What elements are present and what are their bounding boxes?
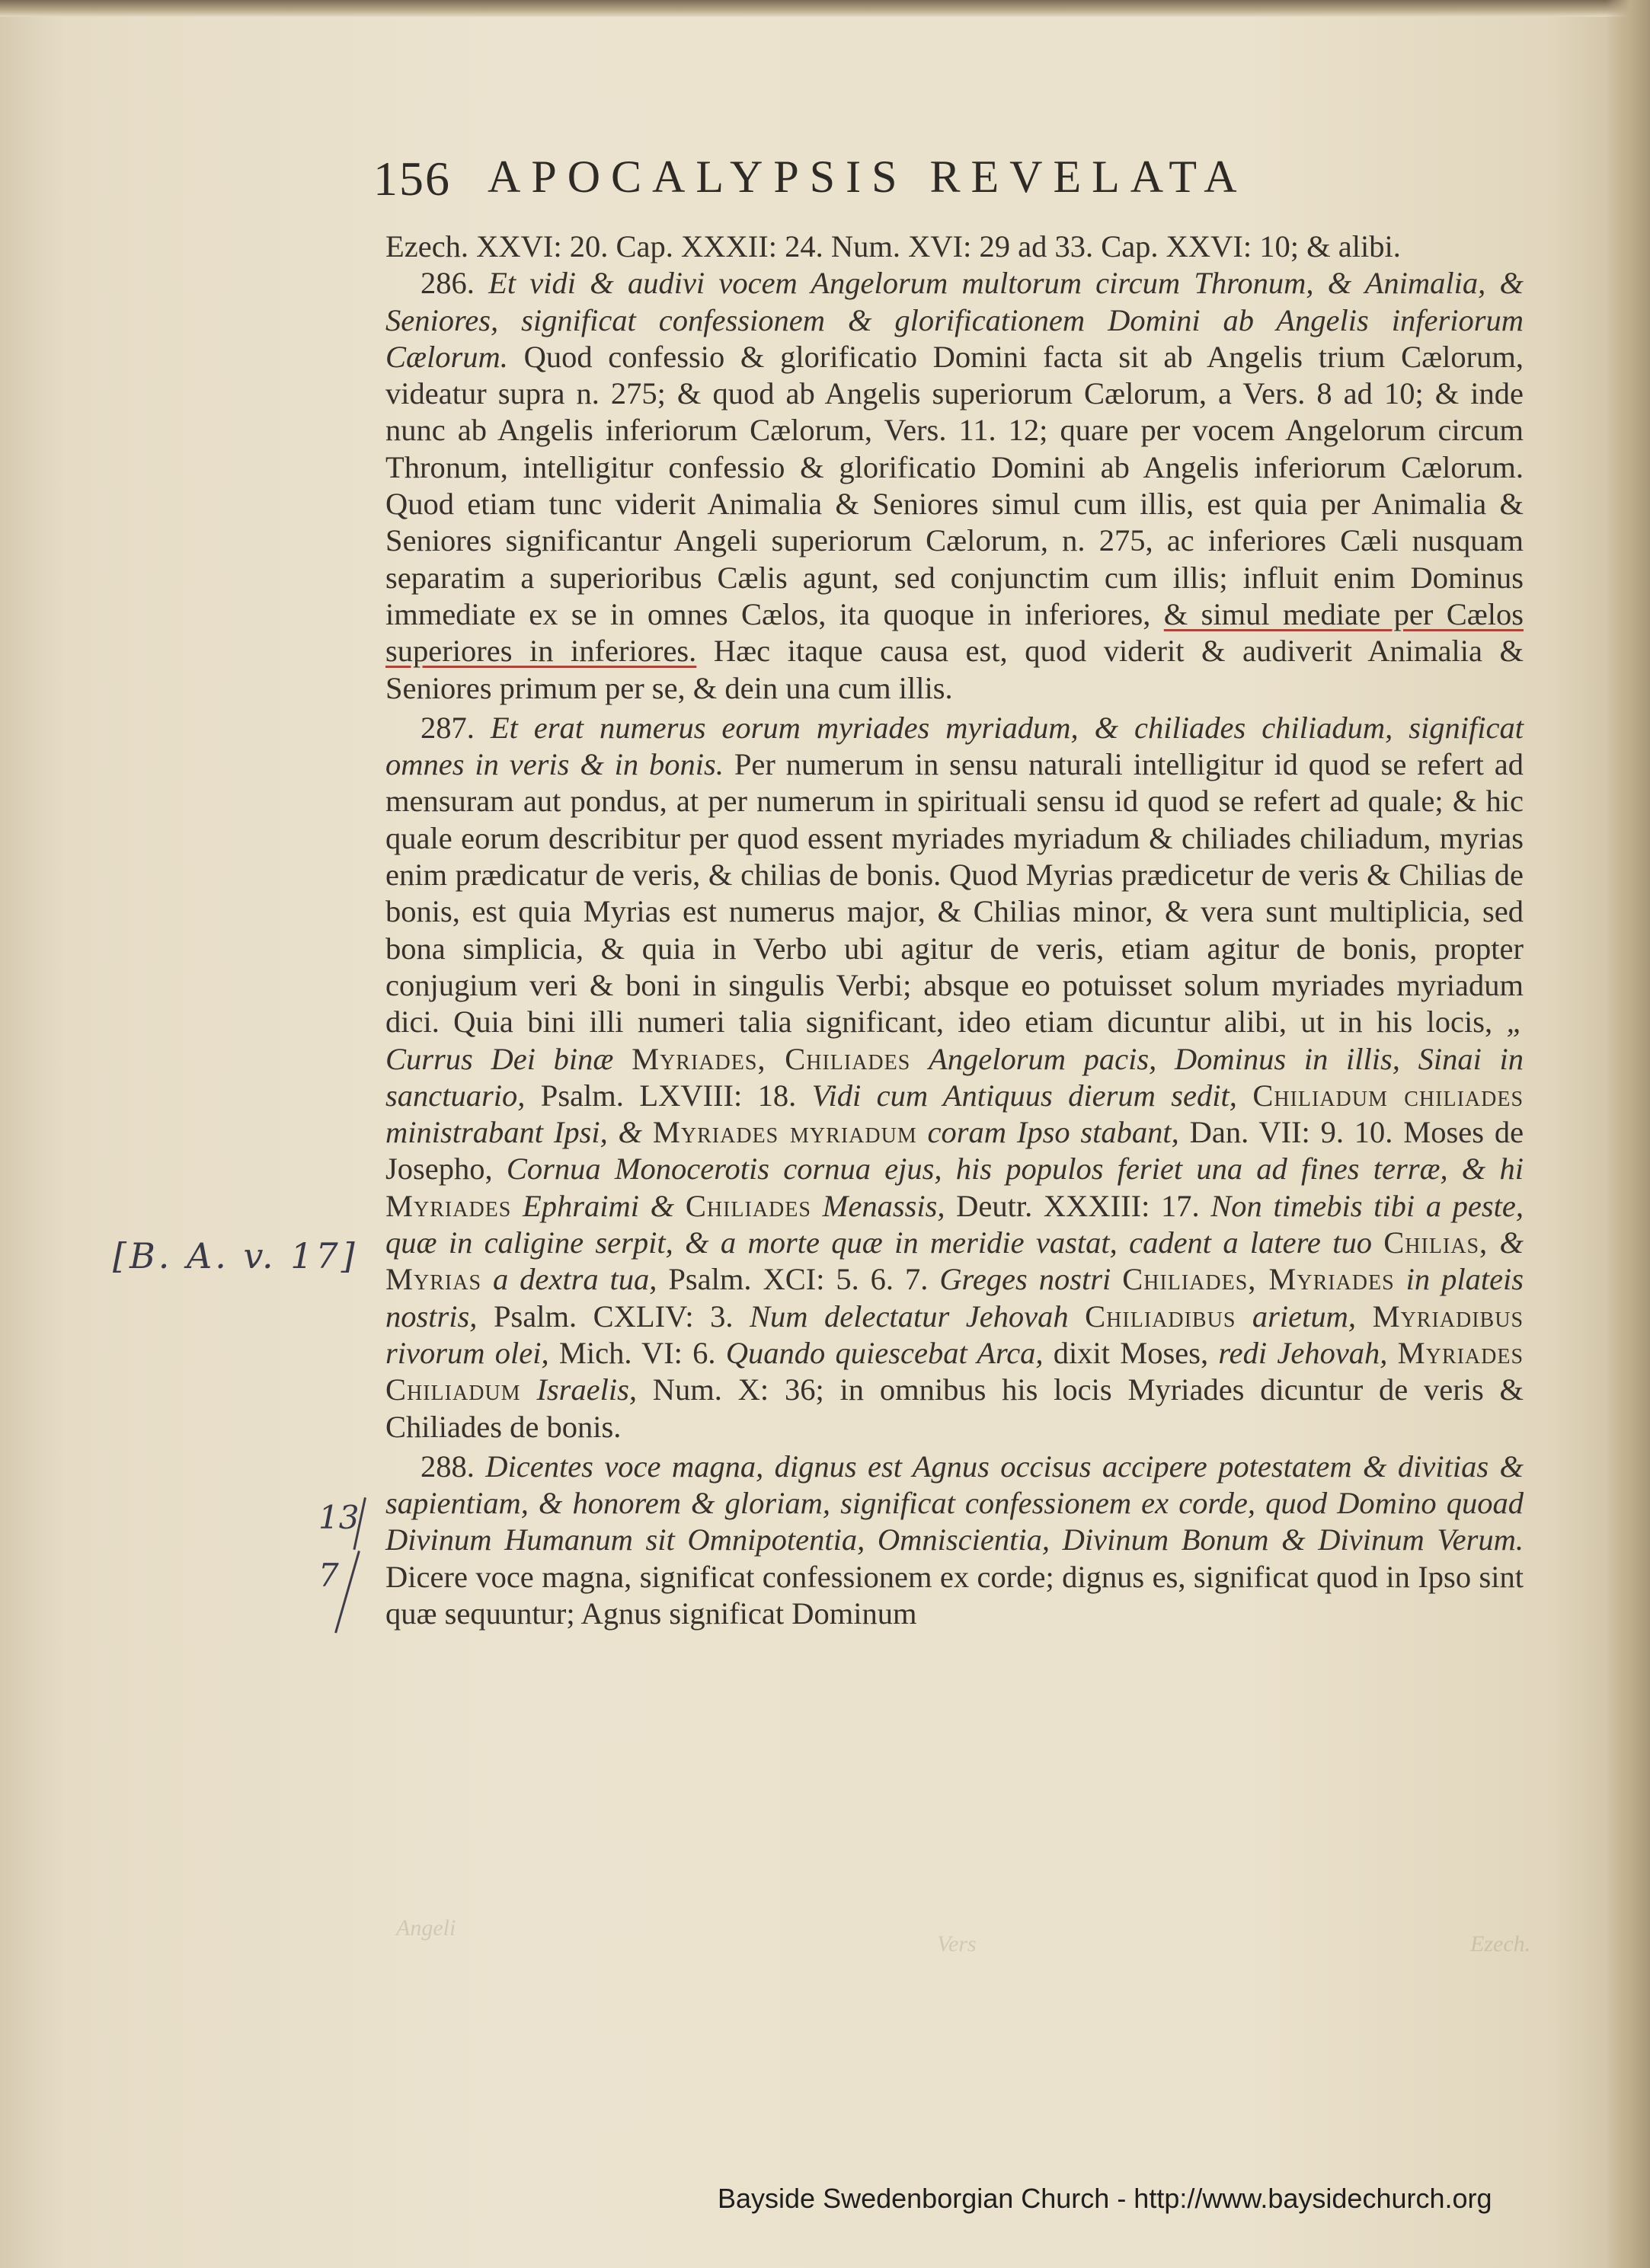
show-through-text: Ezech. [1470, 1931, 1531, 1957]
lemma: Et erat numerus eorum myriades myriadum, & chiliades chiliadum, significat omnes in veris & in bonis. [385, 710, 1524, 782]
running-title: APOCALYPSIS REVELATA [488, 152, 1248, 202]
lemma: Dicentes voce magna, dignus est Agnus occisus accipere potestatem & divitias & sapientiam, & honorem & gloriam, significat confessionem ex corde, quod Domino quoad Divinum Humanum sit Omnipotentia, Omniscientia, Divinum Bonum & Divinum Verum. [385, 1449, 1524, 1557]
show-through-text: Vers [937, 1931, 977, 1957]
handwritten-margin-reference: [B. A. v. 17] [113, 1235, 358, 1276]
paragraph-number: 286. [420, 266, 475, 301]
page-number: 156 [373, 152, 451, 206]
handwritten-margin-number: 7 [318, 1557, 339, 1594]
book-top-edge [0, 0, 1650, 17]
paragraph-287: 287. Et erat numerus eorum myriades myriadum, & chiliades chiliadum, significat omnes in veris & in bonis. Per numerum in sensu naturali intelligitur id quod se refert ad mensuram aut pondus, at per numerum in spirituali sensu id quod se refert ad quale; & hic quale eorum describitur per quod essent myriades myriadum & chiliades chiliadum, myrias enim prædicatur de veris, & chilias de bonis. Quod Myrias prædicetur de veris & Chilias de bonis, est quia Myrias est numerus major, & Chilias minor, & vera sunt multiplicia, sed bona simplicia, & quia in Verbo ubi agitur de veris, etiam agitur de bonis, propter conjugium veri & boni in singulis Verbi; absque eo potuisset solum myriades myriadum dici. Quia bini illi numeri talia significant, ideo etiam dicuntur alibi, ut in his locis, „ Currus Dei binæ Myriades, Chiliades Angelorum pacis, Dominus in illis, Sinai in sanctuario, Psalm. LXVIII: 18. Vidi cum Antiquus dierum sedit, Chiliadum chiliades ministrabant Ipsi, & Myriades myriadum coram Ipso stabant, Dan. VII: 9. 10. Moses de Josepho, Cornua Monocerotis cornua ejus, his populos feriet una ad fines terræ, & hi Myriades Ephraimi & Chiliades Menassis, Deutr. XXXIII: 17. Non timebis tibi a peste, quæ in caligine serpit, & a morte quæ in meridie vastat, cadent a latere tuo Chilias, & Myrias a dextra tua, Psalm. XCI: 5. 6. 7. Greges nostri Chiliades, Myriades in plateis nostris, Psalm. CXLIV: 3. Num delectatur Jehovah Chiliadibus arietum, Myriadibus rivorum olei, Mich. VI: 6. Quando quiescebat Arca, dixit Moses, redi Jehovah, Myriades Chiliadum Israelis, Num. X: 36; in omnibus his locis Myriades dicuntur de veris & Chiliades de bonis. [385, 710, 1524, 1444]
watermark: Bayside Swedenborgian Church - http://www.baysidechurch.org [718, 2183, 1492, 2214]
handwritten-margin-number: 13 [318, 1499, 360, 1536]
paragraph-286: 286. Et vidi & audivi vocem Angelorum multorum circum Thronum, & Animalia, & Seniores, significat confessionem & glorificationem Domini ab Angelis inferiorum Cælorum. Quod confessio & glorificatio Domini facta sit ab Angelis trium Cælorum, videatur supra n. 275; & quod ab Angelis superiorum Cælorum, a Vers. 8 ad 10; & inde nunc ab Angelis inferiorum Cælorum, Vers. 11. 12; quare per vocem Angelorum circum Thronum, intelligitur confessio & glorificatio Domini ab Angelis inferiorum Cælorum. Quod etiam tunc viderit Animalia & Seniores simul cum illis, est quia per Animalia & Seniores significantur Angeli superiorum Cælorum, n. 275, ac inferiores Cæli nusquam separatim a superioribus Cælis agunt, sed conjunctim cum illis; influit enim Dominus immediate ex se in omnes Cælos, ita quoque in inferiores, & simul mediate per Cælos superiores in inferiores. Hæc itaque causa est, quod viderit & audiverit Animalia & Seniores primum per se, & dein una cum illis. [385, 266, 1524, 705]
show-through-text: Angeli [396, 1915, 456, 1941]
lemma: Et vidi & audivi vocem Angelorum multorum circum Thronum, & Animalia, & Seniores, significat confessionem & glorificationem Domini ab Angelis inferiorum Cælorum. [385, 266, 1524, 374]
underlined-passage: & simul mediate per Cælos superiores in inferiores. [385, 596, 1524, 669]
page-header [373, 151, 1463, 212]
paragraph-number: 287. [420, 710, 475, 745]
paragraph-number: 288. [420, 1449, 475, 1484]
page-right-shadow [1606, 0, 1650, 2268]
paragraph-continuation: Ezech. XXVI: 20. Cap. XXXII: 24. Num. XVI: 29 ad 33. Cap. XXVI: 10; & alibi. [385, 229, 1401, 264]
paragraph-288: 288. Dicentes voce magna, dignus est Agnus occisus accipere potestatem & divitias & sapientiam, & honorem & gloriam, significat confessionem ex corde, quod Domino quoad Divinum Humanum sit Omnipotentia, Omniscientia, Divinum Bonum & Divinum Verum. Dicere voce magna, significat confessionem ex corde; dignus es, significat quod in Ipso sint quæ sequuntur; Agnus significat Dominum [385, 1449, 1524, 1631]
body-text [385, 228, 1524, 1632]
